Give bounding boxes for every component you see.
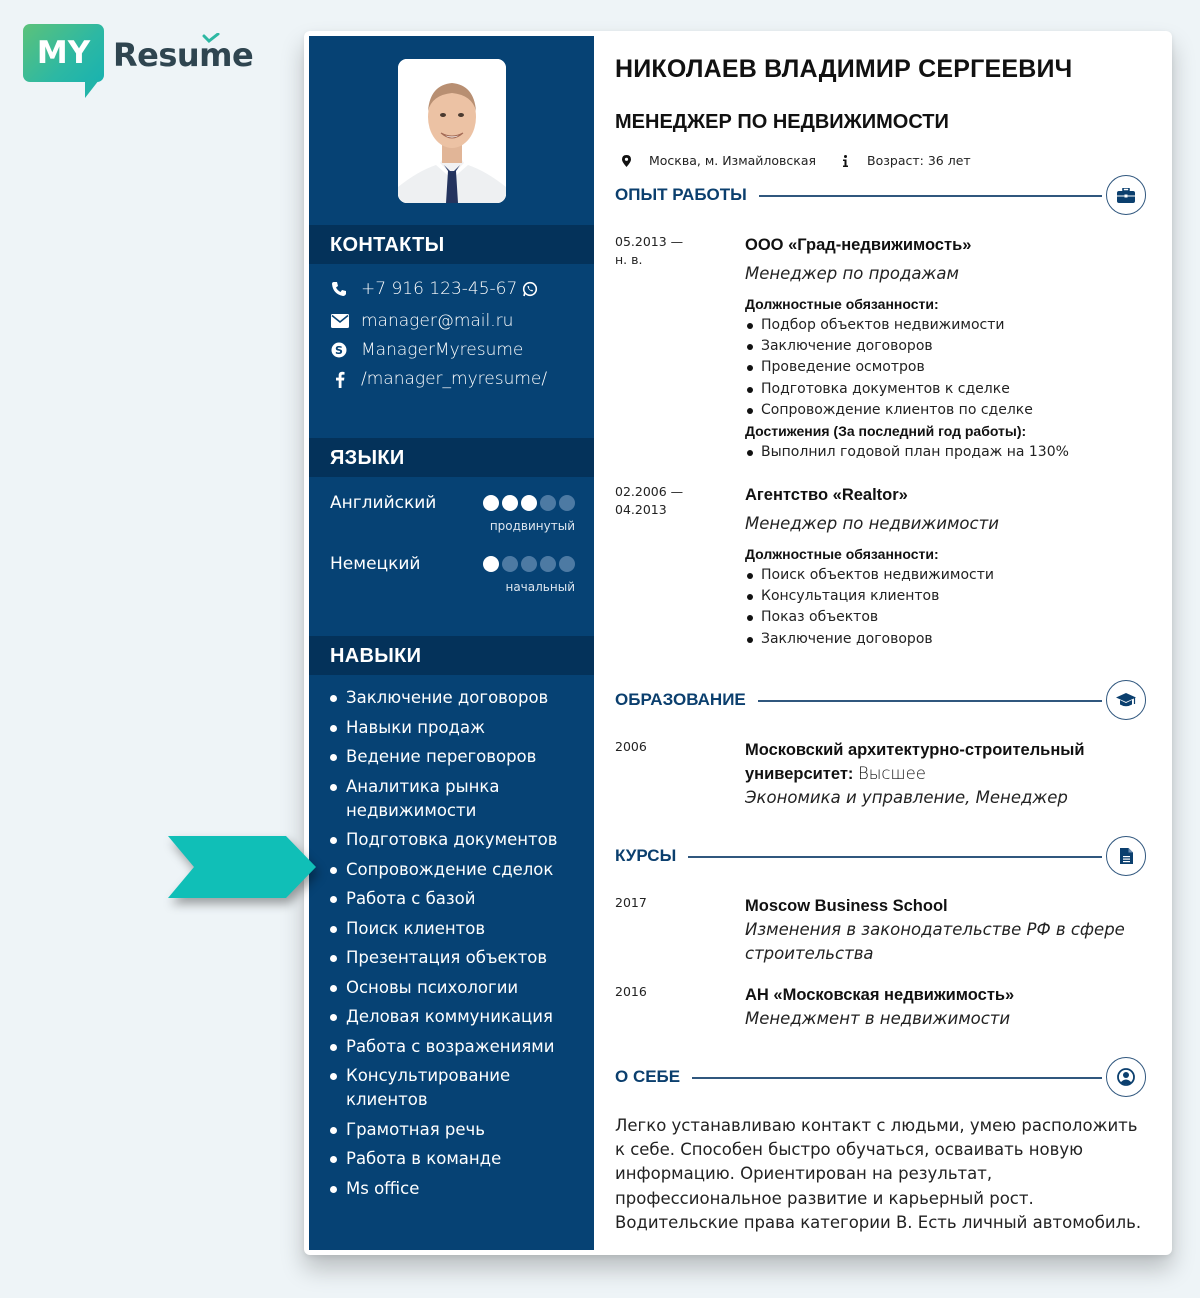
- course-org: АН «Московская недвижимость»: [745, 986, 1015, 1004]
- document-icon: [1106, 836, 1146, 876]
- desired-position: МЕНЕДЖЕР ПО НЕДВИЖИМОСТИ: [615, 111, 949, 133]
- resume-page: [304, 31, 1172, 1255]
- skill-item: Поиск клиентов: [330, 917, 585, 941]
- language-level-dots: [483, 556, 575, 572]
- phone-number: +7 916 123-45-67: [361, 279, 518, 299]
- myresume-logo[interactable]: [23, 24, 263, 99]
- person-photo-icon: [398, 59, 506, 203]
- skill-item: Ms office: [330, 1177, 585, 1201]
- duties-title: Должностные обязанности:: [745, 546, 939, 562]
- skills-list: [330, 686, 585, 1206]
- checkmark-icon: [202, 33, 220, 43]
- duty-item: Заключение договоров: [745, 336, 1155, 357]
- logo-badge: MY: [23, 24, 104, 82]
- map-pin-icon: [622, 155, 631, 167]
- section-title: ОПЫТ РАБОТЫ: [615, 185, 759, 205]
- language-name: Английский: [330, 493, 437, 513]
- resume-main: [615, 31, 1172, 1255]
- skill-item: Работа в команде: [330, 1147, 585, 1171]
- duty-item: Поиск объектов недвижимости: [745, 565, 1155, 586]
- user-circle-icon: [1106, 1057, 1146, 1097]
- about-text: Легко устанавливаю контакт с людьми, умею расположить к себе. Способен быстро обучаться, осваивать новую информацию. Ориентирован на результат, профессиональное развитие и карьерный рост. Водительские права категории B. Есть личный автомобиль.: [615, 1116, 1142, 1232]
- level-dot-empty: [521, 556, 537, 572]
- age-text: Возраст: 36 лет: [867, 153, 971, 168]
- svg-text:S: S: [335, 344, 343, 357]
- skill-item: Основы психологии: [330, 976, 585, 1000]
- course-name: Менеджмент в недвижимости: [745, 1009, 1011, 1028]
- skill-item: Работа с базой: [330, 887, 585, 911]
- duty-item: Заключение договоров: [745, 629, 1155, 650]
- personal-meta: [622, 153, 971, 168]
- contact-phone[interactable]: [331, 277, 538, 301]
- languages-header: ЯЗЫКИ: [309, 438, 594, 477]
- contact-facebook[interactable]: [331, 367, 547, 391]
- duties-list: [745, 315, 1155, 421]
- level-dot-empty: [559, 556, 575, 572]
- contact-skype[interactable]: [331, 338, 523, 362]
- date-from: 02.2006 —: [615, 484, 684, 499]
- contact-email[interactable]: [331, 309, 513, 333]
- course-year: 2017: [615, 895, 647, 910]
- job-role: Менеджер по недвижимости: [745, 514, 999, 533]
- section-title: ОБРАЗОВАНИЕ: [615, 690, 758, 710]
- date-to: 04.2013: [615, 502, 667, 517]
- level-dot-filled: [483, 495, 499, 511]
- degree: Высшее: [858, 764, 926, 783]
- entry-dates: [615, 233, 683, 269]
- skype-handle: ManagerMyresume: [361, 340, 524, 360]
- job-role: Менеджер по продажам: [745, 264, 959, 283]
- skill-item: Грамотная речь: [330, 1118, 585, 1142]
- email-address: manager@mail.ru: [361, 311, 514, 331]
- skill-item: Консультирование клиентов: [330, 1064, 530, 1112]
- skill-item: Подготовка документов: [330, 828, 585, 852]
- duty-item: Подбор объектов недвижимости: [745, 315, 1155, 336]
- education-section-header: [615, 680, 1146, 720]
- institution-name: Московский архитектурно-строительный университет:: [745, 741, 1085, 783]
- graduation-cap-icon: [1106, 680, 1146, 720]
- language-level-dots: [483, 495, 575, 511]
- institution: [745, 738, 1125, 786]
- company-name: Агентство «Realtor»: [745, 486, 908, 504]
- skill-item: Презентация объектов: [330, 946, 585, 970]
- candidate-name: НИКОЛАЕВ ВЛАДИМИР СЕРГЕЕВИЧ: [615, 55, 1073, 83]
- entry-body: [745, 233, 1155, 463]
- courses-section-header: [615, 836, 1146, 876]
- resume-sidebar: [309, 36, 594, 1250]
- date-from: 05.2013 —: [615, 234, 684, 249]
- language-level: продвинутый: [489, 519, 575, 533]
- facebook-link: /manager_myresume/: [361, 369, 548, 389]
- duty-item: Показ объектов: [745, 607, 1155, 628]
- achievement-item: Выполнил годовой план продаж на 130%: [745, 442, 1155, 463]
- about-section-header: [615, 1057, 1146, 1097]
- section-title: КУРСЫ: [615, 846, 688, 866]
- entry-body: [745, 894, 1155, 966]
- phone-icon: [331, 281, 361, 297]
- logo-text: Resume: [113, 36, 254, 74]
- date-to: н. в.: [615, 252, 643, 267]
- skills-header: НАВЫКИ: [309, 636, 594, 675]
- language-level: начальный: [505, 580, 575, 594]
- skill-item: Сопровождение сделок: [330, 858, 585, 882]
- mail-icon: [331, 314, 361, 328]
- pointer-arrow-icon: [168, 836, 316, 898]
- experience-section-header: [615, 175, 1146, 215]
- duties-title: Должностные обязанности:: [745, 296, 939, 312]
- skill-item: Деловая коммуникация: [330, 1005, 585, 1029]
- language-name: Немецкий: [330, 554, 421, 574]
- duty-item: Консультация клиентов: [745, 586, 1155, 607]
- level-dot-empty: [559, 495, 575, 511]
- info-icon: [842, 155, 849, 167]
- briefcase-icon: [1106, 175, 1146, 215]
- skype-icon: [331, 342, 361, 358]
- entry-body: [745, 738, 1155, 810]
- skill-item: Ведение переговоров: [330, 745, 585, 769]
- level-dot-filled: [483, 556, 499, 572]
- duty-item: Сопровождение клиентов по сделке: [745, 400, 1155, 421]
- skill-item: Навыки продаж: [330, 716, 585, 740]
- specialty: Экономика и управление, Менеджер: [745, 788, 1068, 807]
- level-dot-filled: [521, 495, 537, 511]
- level-dot-empty: [502, 556, 518, 572]
- duty-item: Проведение осмотров: [745, 357, 1155, 378]
- skill-item: Заключение договоров: [330, 686, 585, 710]
- course-year: 2016: [615, 984, 647, 999]
- entry-body: [745, 983, 1155, 1031]
- skill-item: Работа с возражениями: [330, 1035, 585, 1059]
- entry-body: [745, 483, 1155, 650]
- contacts-header: КОНТАКТЫ: [309, 225, 594, 264]
- level-dot-empty: [540, 495, 556, 511]
- skill-item: Аналитика рынка недвижимости: [330, 775, 530, 823]
- section-title: О СЕБЕ: [615, 1067, 692, 1087]
- logo-bubble-tail: [85, 80, 99, 98]
- facebook-icon: [331, 371, 361, 388]
- location-text: Москва, м. Измайловская: [649, 153, 817, 168]
- profile-photo: [398, 59, 506, 203]
- achievements-title: Достижения (За последний год работы):: [745, 423, 1027, 440]
- level-dot-filled: [502, 495, 518, 511]
- duty-item: Подготовка документов к сделке: [745, 379, 1155, 400]
- course-name: Изменения в законодательстве РФ в сфере строительства: [745, 920, 1125, 963]
- duties-list: [745, 565, 1155, 650]
- course-org: Moscow Business School: [745, 897, 948, 915]
- achievements-list: [745, 442, 1155, 463]
- entry-dates: [615, 483, 683, 519]
- education-year: 2006: [615, 739, 647, 754]
- company-name: ООО «Град-недвижимость»: [745, 236, 972, 254]
- level-dot-empty: [540, 556, 556, 572]
- whatsapp-icon: [522, 281, 538, 297]
